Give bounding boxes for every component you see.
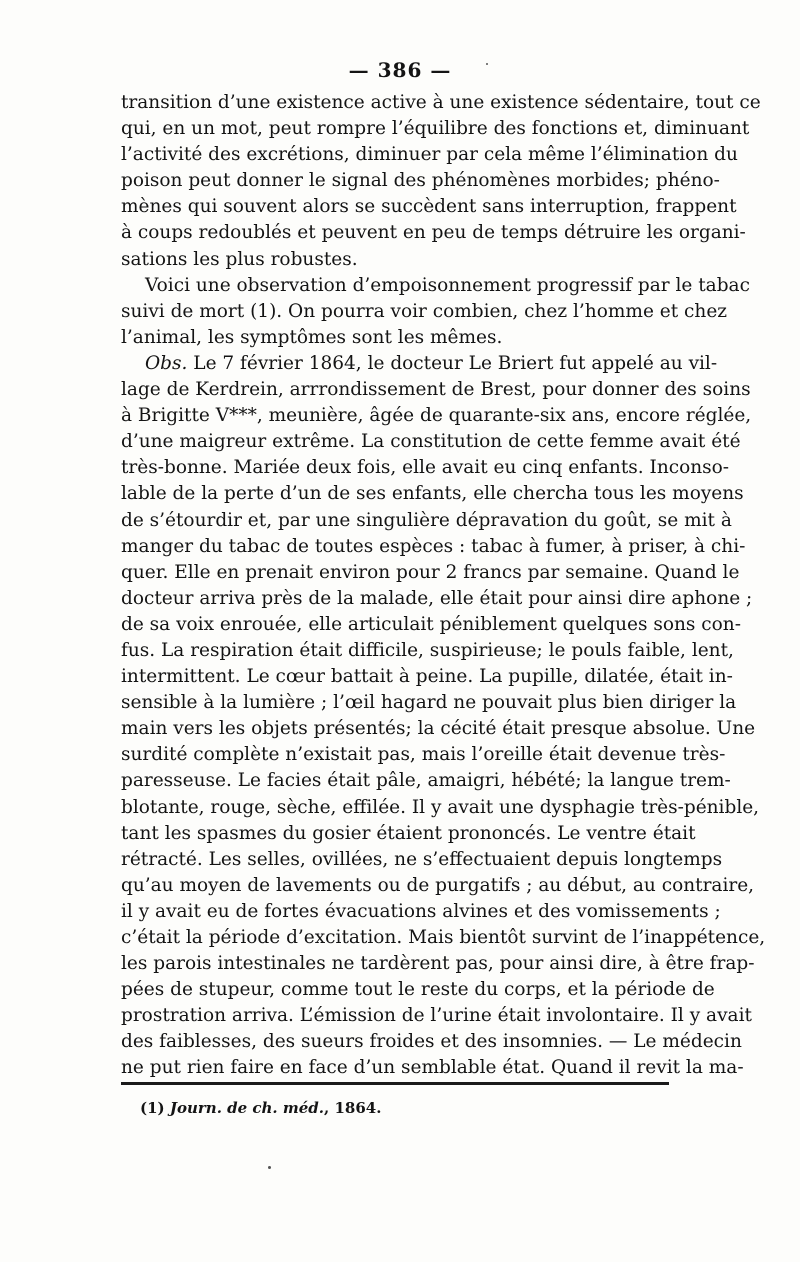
ink-speck — [486, 63, 488, 65]
text-line: de s’étourdir et, par une singulière dépravation du goût, se mit à — [121, 509, 732, 531]
obs-label: Obs. — [145, 352, 188, 374]
text-line: rétracté. Les selles, ovillées, ne s’effectuaient depuis longtemps — [121, 848, 723, 870]
footnote-marker: (1) — [140, 1099, 165, 1117]
footnote-rule — [121, 1082, 669, 1085]
text-line: sensible à la lumière ; l’œil hagard ne pouvait plus bien diriger la — [121, 692, 737, 714]
text-line: ne put rien faire en face d’un semblable état. Quand il revit la ma- — [121, 1057, 744, 1079]
text-line: très-bonne. Mariée deux fois, elle avait eu cinq enfants. Inconso- — [121, 457, 730, 479]
footnote-source: Journ. de ch. méd. — [169, 1099, 324, 1117]
text-line: transition d’une existence active à une existence sédentaire, tout ce — [121, 92, 761, 113]
text-line: sations les plus robustes. — [121, 248, 358, 270]
text-line: lage de Kerdrein, arrrondissement de Brest, pour donner des soins — [121, 379, 751, 401]
text-line: Voici une observation d’empoisonnement progressif par le tabac — [145, 274, 750, 296]
text-line: à Brigitte V***, meunière, âgée de quarante-six ans, encore réglée, — [121, 405, 752, 427]
page-number: — 386 — — [348, 58, 452, 82]
text-line: poison peut donner le signal des phénomènes morbides; phéno- — [121, 170, 720, 192]
ink-speck — [268, 1166, 271, 1169]
footnote-year: , 1864. — [324, 1099, 382, 1117]
text-line: paresseuse. Le facies était pâle, amaigri, hébété; la langue trem- — [121, 770, 731, 792]
text-line: qu’au moyen de lavements ou de purgatifs ; au début, au contraire, — [121, 874, 755, 896]
footnote — [140, 1098, 381, 1118]
text-line: il y avait eu de fortes évacuations alvines et des vomissements ; — [121, 900, 721, 922]
text-line: docteur arriva près de la malade, elle était pour ainsi dire aphone ; — [121, 587, 753, 609]
text-line: surdité complète n’existait pas, mais l’oreille était devenue très- — [121, 744, 726, 766]
text-line: l’animal, les symptômes sont les mêmes. — [121, 326, 503, 348]
text-line: à coups redoublés et peuvent en peu de temps détruire les organi- — [121, 222, 746, 244]
text-line: d’une maigreur extrême. La constitution de cette femme avait été — [121, 431, 741, 453]
observation-first-line — [121, 351, 718, 377]
text-line: des faiblesses, des sueurs froides et des insomnies. — Le médecin — [121, 1031, 742, 1053]
text-line: tant les spasmes du gosier étaient prononcés. Le ventre était — [121, 822, 696, 844]
text-line: quer. Elle en prenait environ pour 2 francs par semaine. Quand le — [121, 561, 740, 583]
text-line: les parois intestinales ne tardèrent pas, pour ainsi dire, à être frap- — [121, 953, 755, 975]
text-line: l’activité des excrétions, diminuer par cela même l’élimination du — [121, 144, 738, 166]
text-line: mènes qui souvent alors se succèdent sans interruption, frappent — [121, 196, 737, 218]
body-text — [121, 90, 766, 1082]
text-line: fus. La respiration était difficile, suspirieuse; le pouls faible, lent, — [121, 639, 734, 661]
text-line: main vers les objets présentés; la cécité était presque absolue. Une — [121, 718, 756, 740]
text-line: prostration arriva. L’émission de l’urine était involontaire. Il y avait — [121, 1005, 752, 1027]
text-line: de sa voix enrouée, elle articulait péniblement quelques sons con- — [121, 613, 741, 635]
text-line: lable de la perte d’un de ses enfants, elle chercha tous les moyens — [121, 483, 744, 505]
text-line: Le 7 février 1864, le docteur Le Briert fut appelé au vil- — [193, 352, 718, 374]
text-line: suivi de mort (1). On pourra voir combien, chez l’homme et chez — [121, 300, 728, 322]
text-line: qui, en un mot, peut rompre l’équilibre des fonctions et, diminuant — [121, 118, 750, 140]
text-line: intermittent. Le cœur battait à peine. La pupille, dilatée, était in- — [121, 666, 733, 688]
text-line: blotante, rouge, sèche, effilée. Il y avait une dysphagie très-pénible, — [121, 796, 760, 818]
text-line: c’était la période d’excitation. Mais bientôt survint de l’inappétence, — [121, 927, 766, 948]
text-line: manger du tabac de toutes espèces : tabac à fumer, à priser, à chi- — [121, 535, 746, 557]
text-line: pées de stupeur, comme tout le reste du corps, et la période de — [121, 979, 715, 1001]
